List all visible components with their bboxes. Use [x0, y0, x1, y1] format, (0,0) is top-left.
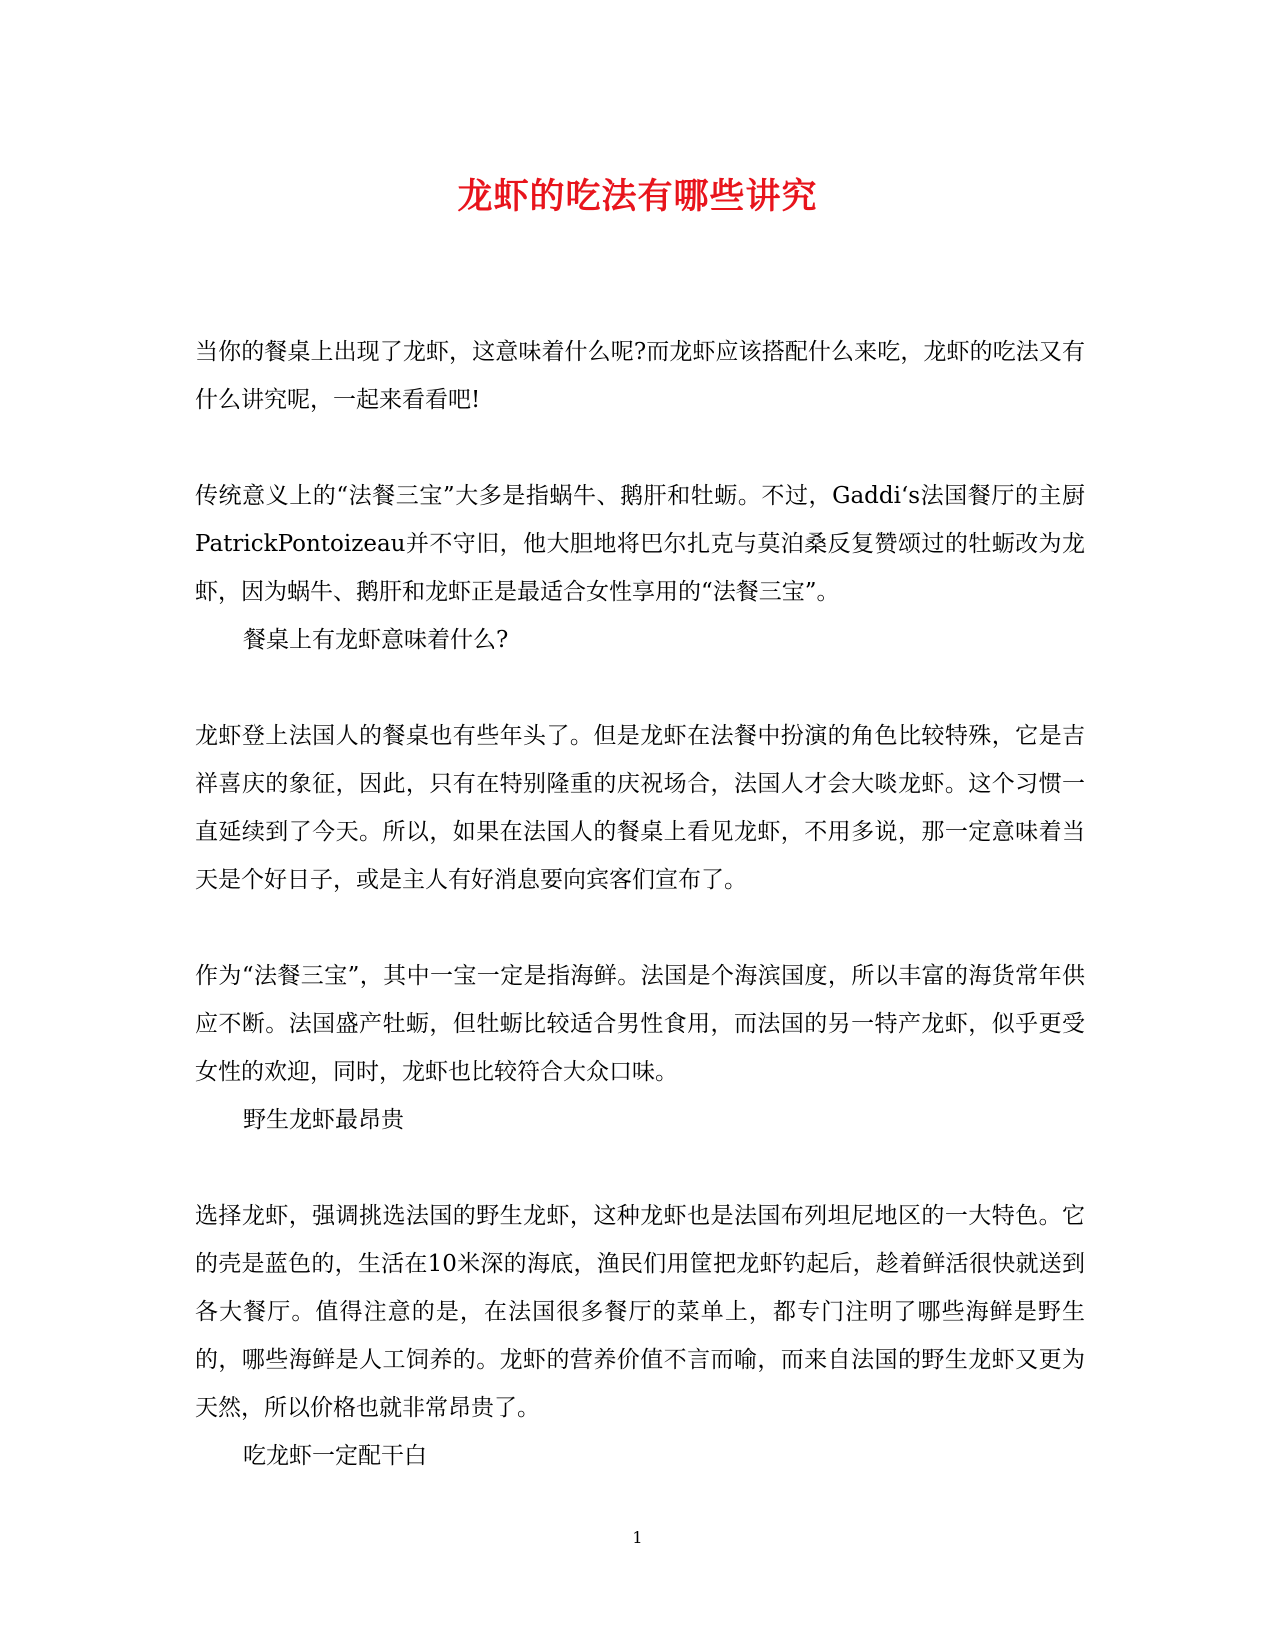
paragraph-wild-lobster: 选择龙虾，强调挑选法国的野生龙虾，这种龙虾也是法国布列坦尼地区的一大特色。它的壳是蓝色的，生活在10米深的海底，渔民们用筐把龙虾钓起后，趁着鲜活很快就送到各大餐厅。值得注意的是，在法国很多餐厅的菜单上，都专门注明了哪些海鲜是野生的，哪些海鲜是人工饲养的。龙虾的营养价值不言而喻，而来自法国的野生龙虾又更为天然，所以价格也就非常昂贵了。: [195, 1203, 1085, 1421]
section-heading-meaning: 餐桌上有龙虾意味着什么?: [243, 627, 509, 653]
paragraph-three-treasures: 传统意义上的“法餐三宝”大多是指蜗牛、鹅肝和牡蛎。不过，Gaddi‘s法国餐厅的主厨PatrickPontoizeau并不守旧，他大胆地将巴尔扎克与莫泊桑反复赞颂过的牡蛎改为龙虾，因为蜗牛、鹅肝和龙虾正是最适合女性享用的“法餐三宝”。: [195, 483, 1085, 605]
section-heading-white-wine: 吃龙虾一定配干白: [243, 1443, 427, 1469]
page-number: 1: [632, 1528, 643, 1547]
document-body: [195, 328, 1085, 1528]
document-title: 龙虾的吃法有哪些讲究: [457, 176, 818, 217]
paragraph-seafood: 作为“法餐三宝”，其中一宝一定是指海鲜。法国是个海滨国度，所以丰富的海货常年供应不断。法国盛产牡蛎，但牡蛎比较适合男性食用，而法国的另一特产龙虾，似乎更受女性的欢迎，同时，龙虾也比较符合大众口味。: [195, 963, 1085, 1085]
paragraph-french-table: 龙虾登上法国人的餐桌也有些年头了。但是龙虾在法餐中扮演的角色比较特殊，它是吉祥喜庆的象征，因此，只有在特别隆重的庆祝场合，法国人才会大啖龙虾。这个习惯一直延续到了今天。所以，如果在法国人的餐桌上看见龙虾，不用多说，那一定意味着当天是个好日子，或是主人有好消息要向宾客们宣布了。: [195, 723, 1085, 893]
section-heading-wild-lobster: 野生龙虾最昂贵: [243, 1107, 404, 1133]
paragraph-intro: 当你的餐桌上出现了龙虾，这意味着什么呢?而龙虾应该搭配什么来吃，龙虾的吃法又有什么讲究呢，一起来看看吧!: [195, 339, 1085, 413]
